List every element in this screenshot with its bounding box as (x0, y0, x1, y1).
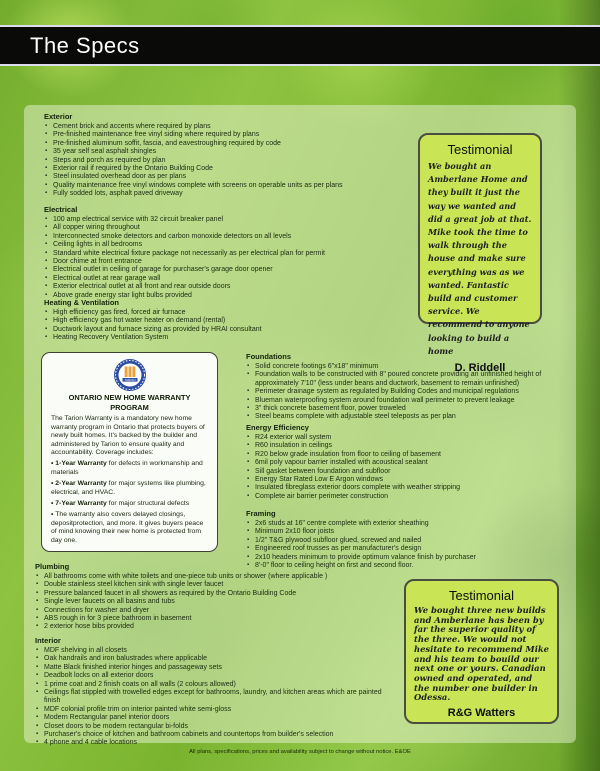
section-title: Energy Efficiency (246, 423, 309, 432)
section-exterior (44, 112, 426, 199)
list-item: ▪ Complete air barrier perimeter construction (246, 493, 558, 501)
list-item: ▪ Steps and porch as required by plan (44, 157, 426, 165)
list-item: ▪ High efficiency gas fired, forced air furnace (44, 309, 426, 317)
list-item: ▪ Standard white electrical fixture package not necessarily as per electrical plan for permit (44, 250, 426, 258)
section-title: Interior (35, 636, 61, 645)
section-list (35, 647, 397, 748)
list-item: • 1-Year Warranty for defects in workmanship and materials (51, 460, 208, 477)
section-title: Foundations (246, 352, 291, 361)
testimonial-author: D. Riddell (454, 362, 506, 375)
section-list (44, 309, 426, 343)
list-item: ▪ Engineered roof trusses as per manufacturer's design (246, 545, 558, 553)
section-title: Plumbing (35, 562, 70, 571)
list-item: ▪ Pre-finished aluminum soffit, fascia, and eavestroughing required by code (44, 140, 426, 148)
testimonial-author: R&G Watters (447, 707, 516, 720)
list-item: ▪ 100 amp electrical service with 32 circuit breaker panel (44, 216, 426, 224)
list-item: ▪ Ceiling lights in all bedrooms (44, 241, 426, 249)
section-interior (35, 636, 397, 748)
list-item: ▪ Ceilings flat stippled with trowelled edges except for bathrooms, laundry, and kitchen areas which are painted finish (35, 689, 397, 706)
list-item: ▪ 1 prime coat and 2 finish coats on all walls (2 colours allowed) (35, 681, 397, 689)
list-item: ▪ Electrical outlet in ceiling of garage for purchaser's garage door opener (44, 266, 426, 274)
section-electrical (44, 205, 426, 300)
testimonial-card-watters (404, 579, 559, 724)
section-title: Heating & Ventilation (44, 298, 120, 307)
list-item: ▪ 3" thick concrete basement floor, power troweled (246, 405, 558, 413)
page-title: The Specs (30, 33, 140, 58)
list-item: ▪ Interconnected smoke detectors and carbon monoxide detectors on all levels (44, 233, 426, 241)
list-item: ▪ Deadbolt locks on all exterior doors (35, 672, 397, 680)
list-item: ▪ Energy Star Rated Low E Argon windows (246, 476, 558, 484)
testimonial-body: We bought three new builds and Amberlane has been by far the superior quality of the three. We would not hesitate to recommend Mike and his team to bouild our next one or yours. Canadian owned and operated, and the number one builder in Odessa. (414, 605, 550, 703)
list-item: ▪ Pre-finished maintenance free vinyl siding where required by plans (44, 131, 426, 139)
list-item: ▪ MDF colonial profile trim on interior painted white semi-gloss (35, 706, 397, 714)
footer-disclaimer: All plans, specifications, prices and availability subject to change without notice. E&OE (189, 749, 411, 755)
section-title: Exterior (44, 112, 73, 121)
list-item: ▪ R20 below grade insulation from floor to ceiling of basement (246, 451, 558, 459)
list-item: ▪ 8'-0" floor to ceiling height on first and second floor. (246, 562, 558, 570)
list-item: ▪ Minimum 2x10 floor joists (246, 528, 558, 536)
section-title: Electrical (44, 205, 78, 214)
list-item: ▪ Connections for washer and dryer (35, 607, 427, 615)
tarion-warranty-box (41, 352, 218, 552)
list-item: ▪ Ductwork layout and furnace sizing as provided by HRAI consultant (44, 326, 426, 334)
list-item: • 2-Year Warranty for major systems like plumbing, electrical, and HVAC. (51, 480, 208, 497)
svg-text:TARION: TARION (123, 377, 136, 382)
list-item: ▪ Door chime at front entrance (44, 258, 426, 266)
list-item: ▪ Quality maintenance free vinyl windows complete with screens on operable units as per plans (44, 182, 426, 190)
list-item: • 7-Year Warranty for major structural defects (51, 500, 208, 508)
section-plumbing (35, 562, 427, 632)
list-item: ▪ Above grade energy star light bulbs provided (44, 292, 426, 300)
list-item: ▪ Closet doors to be modern rectangular bi-folds (35, 723, 397, 731)
testimonial-body: We bought an Amberlane Home and they built it just the way we wanted and did a great job at that. Mike took the time to walk through the house and make sure everything was as we wanted. Fantastic build and customer service. We recommend to anyone looking to build a home (428, 161, 532, 356)
section-title: Framing (246, 509, 276, 518)
list-item: • The warranty also covers delayed closings, depositprotection, and more. It gives buyers peace of mind knowing their new home is protected from day one. (51, 511, 208, 545)
list-item: ▪ Electrical outlet at rear garage wall (44, 275, 426, 283)
warranty-bullet-list (51, 460, 208, 545)
section-list (44, 216, 426, 300)
list-item: ▪ 2x10 headers minimum to provide optimum valance finish by purchaser (246, 554, 558, 562)
list-item: ▪ Sill gasket between foundation and subfloor (246, 468, 558, 476)
list-item: ▪ R60 insulation in ceilings (246, 442, 558, 450)
list-item: ▪ 2x6 studs at 16" centre complete with exterior sheathing (246, 520, 558, 528)
list-item: ▪ Modern Rectangular panel interior doors (35, 714, 397, 722)
list-item: ▪ Cement brick and accents where required by plans (44, 123, 426, 131)
list-item: ▪ Steel insulated overhead door as per plans (44, 173, 426, 181)
list-item: ▪ Single lever faucets on all basins and tubs (35, 598, 427, 606)
list-item: ▪ Heating Recovery Ventilation System (44, 334, 426, 342)
list-item: ▪ Purchaser's choice of kitchen and bathroom cabinets and countertops from builder's selection (35, 731, 397, 739)
list-item: ▪ R24 exterior wall system (246, 434, 558, 442)
list-item: ▪ Insulated fibreglass exterior doors complete with weather stripping (246, 484, 558, 492)
list-item: ▪ Double stainless steel kitchen sink with single lever faucet (35, 581, 427, 589)
list-item: ▪ 1/2" T&G plywood subfloor glued, screwed and nailed (246, 537, 558, 545)
section-list (35, 573, 427, 632)
testimonial-title: Testimonial (447, 142, 513, 157)
list-item: ▪ 6mil poly vapour barrier installed with acoustical sealant (246, 459, 558, 467)
tarion-logo-icon (113, 358, 147, 392)
list-item: ▪ Solid concrete footings 6"x18" minimum (246, 363, 558, 371)
testimonial-title: Testimonial (448, 588, 515, 603)
list-item: ▪ Fully sodded lots, asphalt paved driveway (44, 190, 426, 198)
list-item: ▪ Pressure balanced faucet in all showers as required by the Ontario Building Code (35, 590, 427, 598)
section-list (246, 434, 558, 501)
list-item: ▪ 4 phone and 4 cable locations (35, 739, 397, 747)
list-item: ▪ MDF shelving in all closets (35, 647, 397, 655)
list-item: ▪ High efficiency gas hot water heater on demand (rental) (44, 317, 426, 325)
list-item: ▪ 2 exterior hose bibs provided (35, 623, 427, 631)
list-item: ▪ Perimeter drainage system as regulated by Building Codes and municipal regulations (246, 388, 558, 396)
list-item: ▪ ABS rough in for 3 piece bathroom in basement (35, 615, 427, 623)
list-item: ▪ 35 year self seal asphalt shingles (44, 148, 426, 156)
header-bar (0, 25, 600, 66)
list-item: ▪ Blueman waterproofing system around foundation wall perimeter to prevent leakage (246, 397, 558, 405)
list-item: ▪ All bathrooms come with white toilets and one-piece tub units or shower (where applicable ) (35, 573, 427, 581)
warranty-intro: The Tarion Warranty is a mandatory new home warranty program in Ontario that protects buyers of newly built homes. It's backed by the builder and administered by Tarion to ensure quality and accountability. Coverage includes: (51, 415, 205, 456)
list-item: ▪ Foundation walls to be constructed with 8" poured concrete providing an unfinished height of approximately 7'10" (less under beans and ductwork, basement to remain unfinished) (246, 371, 558, 388)
testimonial-card-riddell (418, 133, 542, 375)
warranty-title: ONTARIO NEW HOME WARRANTY PROGRAM (68, 393, 191, 412)
section-energy-efficiency (246, 423, 558, 501)
section-heating-ventilation (44, 298, 426, 343)
section-list (44, 123, 426, 199)
list-item: ▪ Exterior rail if required by the Ontario Building Code (44, 165, 426, 173)
list-item: ▪ Matte Black finished interior hinges and passageway sets (35, 664, 397, 672)
list-item: ▪ Steel beams complete with adjustable steel teleposts as per plan (246, 413, 558, 421)
list-item: ▪ Oak handrails and iron balustrades where applicable (35, 655, 397, 663)
list-item: ▪ Exterior electrical outlet at all front and rear outside doors (44, 283, 426, 291)
list-item: ▪ All copper wiring throughout (44, 224, 426, 232)
